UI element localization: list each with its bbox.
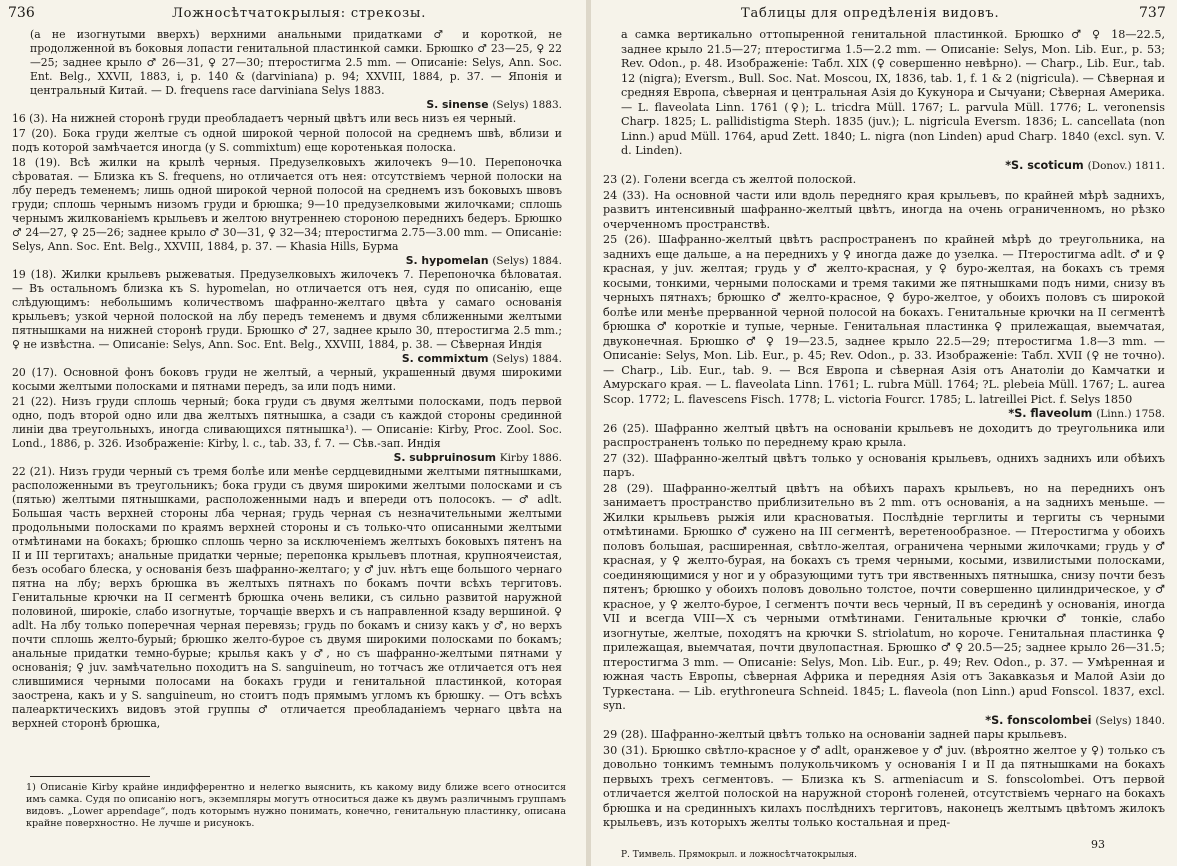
- species-author: (Linn.) 1758.: [1096, 408, 1165, 420]
- right-page: [591, 0, 1177, 866]
- right-page-header: [591, 5, 1177, 27]
- species-name: *S. fonscolombei: [985, 713, 1092, 727]
- entry-number: 25 (26).: [603, 233, 651, 246]
- entry-text: Шафранно-желтый цвѣтъ только у основанія крыльевъ, однихъ заднихъ или обѣихъ паръ.: [603, 451, 1165, 479]
- right-page-number: 737: [1139, 5, 1166, 21]
- entry-text: Шафранно-желтый цвѣтъ на обѣихъ парахъ крыльевъ, но на переднихъ онъ занимаетъ пространство приблизительно въ 2 mm. отъ основанія, а на заднихъ меньше. — Жилки крыльевъ рыжія или красноватыя. Послѣдніе терглиты и тергиты съ черными отмѣтинами. Брюшко ♂ сужено на III сегментѣ, веретенообразное. — Птеростигма у обоихъ половъ большая, расширенная, свѣтло-желтая, ограничена черными жилочками; грудь у ♂ красная, у ♀ желто-бурая, на бокахъ съ тремя черными, косыми, извилистыми полосками, соединяющимися у ног и у образующими тутъ три явственныхъ пятнышка, снизу почти безъ пятенъ; брюшко у обоихъ половъ довольно толстое, почти совершенно цилиндрическое, у ♂ красное, у ♀ желто-бурое, I сегментъ почти весь черный, II въ серединѣ у основанія, иногда VII и всегда VIII—X съ черными отмѣтинами. Генитальные крючки ♂ тонкіе, слабо изогнутые, желтые, походятъ на крючки S. striolatum, но короче. Генитальная пластинка ♀ прилежащая, выемчатая, почти двулопастная. Брюшко ♂ ♀ 20.5—25; заднее крыло 26—31.5; птеростигма 3 mm. — Описаніе: Selys, Mon. Lib. Eur., p. 49; Rev. Odon., p. 37. — Умѣренная и южная часть Европы, сѣверная Африка и передняя Азія отъ Закавказья и Малой Азіи до Туркестана. — Lib. erythroneura Schneid. 1845; L. flaveola (non Linn.) apud Fonscol. 1837, excl. syn.: [603, 481, 1165, 712]
- entry-text: Жилки крыльевъ рыжеватыя. Предузелковыхъ жилочекъ 7. Перепоночка бѣловатая. — Въ остальномъ близка къ S. hypomelan, но отличается отъ нея, судя по описанію, еще слѣдующимъ: небольшимъ количествомъ шафранно-желтаго цвѣта у самаго основанія крыльевъ; узкой черной полоской на лбу передъ теменемъ и двумя сближенными желтыми пятнышками на нижней сторонѣ груди. Брюшко ♂ 27, заднее крыло 30, птеростигма 2.5 mm.; ♀ не извѣстна. — Описаніе: Selys, Ann. Soc. Ent. Belg., XXVIII, 1884, p. 38. — Сѣверная Индія: [12, 268, 562, 351]
- key-entry: [12, 156, 562, 254]
- key-entry: [12, 112, 562, 126]
- species-name-line: [12, 451, 562, 465]
- species-name-line: [603, 407, 1165, 422]
- entry-number: 20 (17).: [12, 366, 58, 379]
- left-text-column: [12, 28, 562, 732]
- right-running-title: Таблицы для опредѣленія видовъ.: [741, 6, 1000, 21]
- key-entry: [12, 28, 562, 98]
- entry-text: Низъ груди сплошь черный; бока груди съ двумя желтыми полосками, подъ первой одно, подъ второй одно или два желтыхъ пятнышка, а сзади съ каждой стороны срединной линіи два треугольныхъ, иногда сливающихся пятнышка¹). — Описаніе: Kirby, Proc. Zool. Soc. Lond., 1886, p. 326. Изображеніе: Kirby, l. c., tab. 33, f. 7. — Сѣв.-зап. Индія: [12, 395, 563, 450]
- key-entry: [603, 452, 1165, 481]
- entry-text: Брюшко свѣтло-красное у ♂ adlt, оранжевое у ♂ juv. (вѣроятно желтое у ♀) только съ довольно тонкимъ темнымъ полукольчикомъ у основанія I и II да пятнышками на бокахъ первыхъ трехъ сегментовъ. — Близка къ S. armeniacum и S. fonscolombei. Отъ первой отличается желтой полоской на наружной сторонѣ голеней, отсутствіемъ чернаго на бокахъ брюшка и на срединныхъ килахъ послѣднихъ тергитовъ, наконецъ желтымъ цвѣтомъ жилокъ крыльевъ, изъ которыхъ желты только костальная и пред-: [603, 743, 1165, 829]
- species-name: S. subpruinosum: [393, 451, 496, 464]
- entry-text: а самка вертикально оттопыренной генитальной пластинкой. Брюшко ♂ ♀ 18—22.5, заднее крыло 21.5—27; птеростигма 1.5—2.2 mm. — Описаніе: Selys, Mon. Lib. Eur., p. 53; Rev. Odon., p. 48. Изображеніе: Табл. XIX (♀ совершенно невѣрно). — Charp., Lib. Eur., tab. 12 (nigra); Eversm., Bull. Soc. Nat. Moscou, IX, 1836, tab. 1, f. 1 & 2 (nigricula). — Сѣверная и средняя Европа, сѣверная и центральная Азія до Кукунора и Сычуани; Сѣверная Америка. — L. flaveolata Linn. 1761 (♀); L. tricdra Müll. 1767; L. parvula Müll. 1776; L. veronensis Charp. 1825; L. pallidistigma Steph. 1835 (juv.); L. nigricula Eversm. 1836; L. cancellata (non Linn.) apud Müll. 1764, apud Zett. 1840; L. nigra (non Linden) apud Charp. 1840 (excl. syn. V. d. Linden).: [621, 28, 1165, 157]
- left-running-title: Ложносѣтчатокрылыя: стрекозы.: [172, 6, 427, 21]
- printer-footer: Р. Тимвель. Прямокрыл. и ложносѣтчатокрылыя.: [621, 850, 858, 860]
- key-entry: [12, 127, 562, 155]
- entry-text: Шафранно-желтый цвѣтъ только на основаніи задней пары крыльевъ.: [650, 728, 1068, 741]
- species-author: (Selys) 1840.: [1095, 714, 1165, 727]
- entry-number: 27 (32).: [603, 451, 649, 465]
- entry-number: 22 (21).: [12, 465, 56, 478]
- entry-text: На основной части или вдоль передняго края крыльевъ, по крайней мѣрѣ заднихъ, развитъ интенсивный шафранно-желтый цвѣтъ, иногда на очень ограниченномъ, но рѣзко очерченномъ пространствѣ.: [603, 188, 1165, 231]
- entry-text: На нижней сторонѣ груди преобладаетъ черный цвѣтъ или весь низъ ея черный.: [51, 112, 517, 125]
- entry-text: Бока груди желтые съ одной широкой черной полосой на среднемъ швѣ, вблизи и подъ которой замѣчается иногда (у S. commixtum) еще коротенькая полоска.: [12, 127, 562, 154]
- species-name: S. hypomelan: [405, 254, 489, 267]
- species-name-line: [12, 98, 562, 112]
- key-entry: [603, 728, 1165, 743]
- left-page-header: [0, 5, 586, 27]
- species-name: S. sinense: [426, 98, 489, 111]
- entry-text: Низъ груди черный съ тремя болѣе или менѣе сердцевидными желтыми пятнышками, расположенными въ треугольникъ; бока груди съ двумя широкими желтыми полосками и съ (пятью) желтыми пятнышками, расположенными надъ и впереди отъ полосокъ. — ♂ adlt. Большая часть верхней стороны лба черная; грудь черная съ незначительными желтыми продольными полосками по краямъ верхней стороны и съ только-что описанными желтыми отмѣтинами на бокахъ; брюшко сплошь черно за исключеніемъ желтыхъ боковыхъ пятенъ на II и III тергитахъ; анальные придатки черные; перепонка крыльевъ плотная, крупноячеистая, безъ особаго блеска, у основанія безъ шафранно-желтаго; у ♂ juv. нѣтъ еще большого чернаго пятна на лбу; верхъ брюшка въ желтыхъ пятнахъ по бокамъ почти всѣхъ тергитовъ. Генитальные крючки на II сегментѣ брюшка очень велики, съ сильно развитой наружной половиной, широкіе, слабо изогнутые, торчащіе вверхъ и съ направленной кзаду вершиной. ♀ adlt. На лбу только поперечная черная перевязь; грудь по бокамъ и снизу какъ у ♂, но верхъ почти сплошь желто-бурый; брюшко желто-бурое съ двумя широкими полосками по бокамъ; анальные придатки темно-бурые; крылья какъ у ♂, но съ шафранно-желтыми пятнами у основанія; ♀ juv. замѣчательно походитъ на S. sanguineum, но тотчасъ же отличается отъ нея слившимися черными полосами на бокахъ груди и генитальной пластинкой, которая заострена, какъ и у S. sanguineum, но стоитъ подъ прямымъ угломъ къ брюшку. — Отъ всѣхъ палеарктическихъ видовъ этой группы ♂ отличается преобладаніемъ чернаго цвѣта на верхней сторонѣ брюшка,: [12, 465, 562, 730]
- entry-number: 18 (19).: [12, 156, 61, 169]
- species-author: (Selys) 1884.: [492, 353, 562, 365]
- species-name-line: [12, 352, 562, 366]
- entry-number: 17 (20).: [12, 127, 57, 140]
- key-entry: [603, 233, 1165, 407]
- species-name: *S. flaveolum: [1008, 407, 1093, 420]
- left-page: [0, 0, 586, 866]
- key-entry: [603, 173, 1165, 188]
- species-name: *S. scoticum: [1005, 158, 1084, 172]
- species-name-line: [603, 714, 1165, 729]
- entry-text: Голени всегда съ желтой полоской.: [643, 173, 857, 186]
- key-entry: [603, 482, 1165, 714]
- key-entry: [603, 422, 1165, 451]
- right-text-column: [603, 28, 1165, 832]
- entry-number: 19 (18).: [12, 268, 57, 281]
- key-entry: [12, 268, 562, 352]
- species-author: (Selys) 1884.: [492, 255, 562, 267]
- species-author: Kirby 1886.: [499, 452, 562, 464]
- key-entry: [12, 395, 562, 451]
- entry-text: Всѣ жилки на крылѣ черныя. Предузелковыхъ жилочекъ 9—10. Перепоночка сѣроватая. — Близка къ S. frequens, но отличается отъ нея: отсутствіемъ черной полоски на лбу передъ теменемъ; лишь одной широкой черной полосой на среднемъ изъ боковыхъ швовъ груди; сплошь чернымъ низомъ груди и брюшка; 9—10 предузелковыми жилочками; сплошь чернымъ жилкованіемъ крыльевъ и желтою внутреннею стороною переднихъ бедеръ. Брюшко ♂ 24—27, ♀ 25—26; заднее крыло ♂ 30—31, ♀ 32—34; птеростигма 2.75—3.00 mm. — Описаніе: Selys, Ann. Soc. Ent. Belg., XXVIII, 1884, p. 37. — Khasia Hills, Бурма: [12, 156, 562, 253]
- entry-number: 30 (31).: [603, 743, 648, 757]
- left-page-number: 736: [8, 5, 35, 21]
- entry-number: 24 (33).: [603, 188, 649, 202]
- footnote: 1) Описаніе Kirby крайне индифферентно и нелегко выяснить, къ какому виду ближе всего относится имъ самка. Судя по описанію ногъ, экземпляры могутъ относиться даже къ двумъ различнымъ группамъ видовъ. „Lower appendage“, подъ которымъ нужно понимать, конечно, генитальную пластинку, описана крайне поверхностно. Не лучше и рисунокъ.: [26, 782, 566, 829]
- species-name-line: [603, 159, 1165, 174]
- key-entry: [12, 366, 562, 394]
- entry-text: (а не изогнутыми вверхъ) верхними анальными придатками ♂ и короткой, не продолженной въ боковыя лопасти генитальной пластинкой самки. Брюшко ♂ 23—25, ♀ 22—25; заднее крыло ♂ 26—31, ♀ 27—30; птеростигма 2.5 mm. — Описаніе: Selys, Ann. Soc. Ent. Belg., XXVII, 1883, i, p. 140 & (darviniana) p. 94; XXVIII, 1884, p. 37. — Японія и центральный Китай. — D. frequens race darviniana Selys 1883.: [30, 28, 562, 97]
- entry-number: 21 (22).: [12, 395, 57, 408]
- key-entry: [603, 744, 1165, 831]
- entry-text: Основной фонъ боковъ груди не желтый, а черный, украшенный двумя широкими косыми желтыми полосками и пятнами передъ, за или подъ ними.: [12, 366, 562, 393]
- entry-text: Шафранно желтый цвѣтъ на основаніи крыльевъ не доходитъ до треугольника или распространенъ только по переднему краю крыла.: [603, 421, 1165, 449]
- signature-mark: 93: [1091, 838, 1105, 851]
- species-author: (Donov.) 1811.: [1087, 159, 1165, 172]
- species-name: S. commixtum: [401, 352, 489, 365]
- key-entry: [603, 28, 1165, 159]
- entry-number: 23 (2).: [603, 173, 641, 186]
- key-entry: [12, 465, 562, 731]
- entry-number: 29 (28).: [603, 728, 648, 741]
- key-entry: [603, 189, 1165, 233]
- entry-number: 16 (3).: [12, 112, 48, 125]
- entry-text: Шафранно-желтый цвѣтъ распространенъ по крайней мѣрѣ до треугольника, на заднихъ еще дальше, а на переднихъ у ♀ иногда даже до узелка. — Птеростигма adlt. ♂ и ♀ красная, у juv. желтая; грудь у ♂ желто-красная, у ♀ буро-желтая, на бокахъ съ тремя косыми, тонкими, черными полосками и тремя такими же пятнышками подъ ними, снизу въ черныхъ пятнахъ; брюшко ♂ желто-красное, ♀ буро-желтое, у обоихъ половъ съ широкой болѣе или менѣе прерванной черной полосой на бокахъ. Генитальные крючки на II сегментѣ брюшка ♂ короткіе и тупые, черные. Генитальная пластинка ♀ прилежащая, выемчатая, двуконечная. Брюшко ♂ ♀ 19—23.5, заднее крыло 22.5—29; птеростигма 1.8—3 mm. — Описаніе: Selys, Mon. Lib. Eur., p. 45; Rev. Odon., p. 33. Изображеніе: Табл. XVII (♀ не точно). — Charp., Lib. Eur., tab. 9. — Вся Европа и сѣверная Азія отъ Анатоліи до Камчатки и Амурскаго края. — L. flaveolata Linn. 1761; L. rubra Müll. 1764; ?L. plebeia Müll. 1767; L. aurea Scop. 1772; L. flavescens Fisch. 1778; L. victoria Fourcr. 1785; L. latreillei Pict. f. Selys 1850: [603, 233, 1165, 406]
- species-author: (Selys) 1883.: [492, 99, 562, 111]
- species-name-line: [12, 254, 562, 268]
- entry-number: 26 (25).: [603, 421, 650, 435]
- footnote-rule: [30, 776, 150, 777]
- entry-number: 28 (29).: [603, 481, 654, 495]
